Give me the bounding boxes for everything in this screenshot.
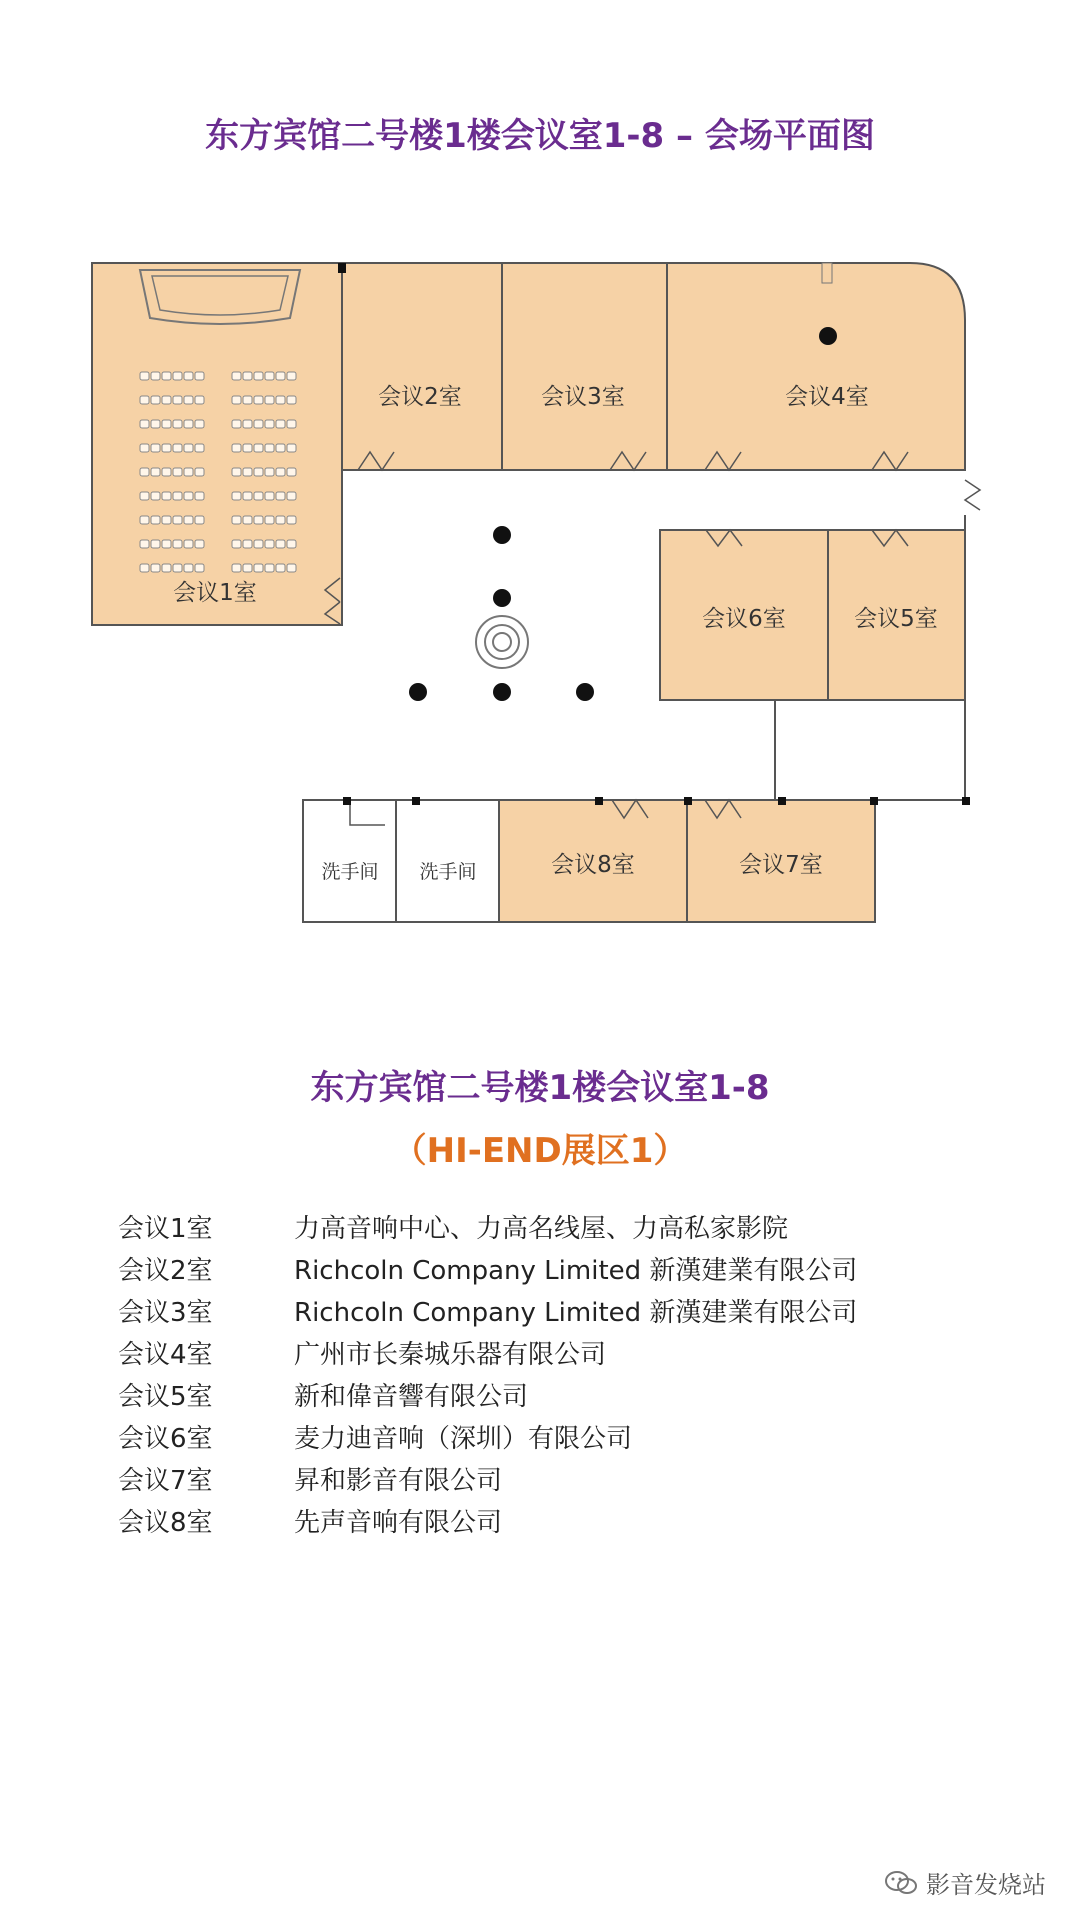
seat bbox=[184, 372, 193, 380]
seat bbox=[276, 540, 285, 548]
seat bbox=[151, 564, 160, 572]
seat bbox=[195, 396, 204, 404]
seat bbox=[151, 540, 160, 548]
seat bbox=[276, 372, 285, 380]
seat bbox=[287, 516, 296, 524]
list-exhibitor: 新和偉音響有限公司 bbox=[294, 1381, 529, 1412]
seat bbox=[162, 540, 171, 548]
seat bbox=[184, 540, 193, 548]
list-exhibitor: 昇和影音有限公司 bbox=[294, 1465, 503, 1496]
seat bbox=[195, 420, 204, 428]
seat bbox=[232, 540, 241, 548]
seat bbox=[265, 492, 274, 500]
list-item bbox=[118, 1457, 1018, 1499]
room-3[interactable] bbox=[502, 263, 667, 470]
washroom-2[interactable] bbox=[396, 800, 499, 922]
seat bbox=[195, 516, 204, 524]
room-8[interactable] bbox=[499, 800, 687, 922]
seat bbox=[265, 372, 274, 380]
seat bbox=[151, 492, 160, 500]
seat bbox=[140, 492, 149, 500]
room-6-label: 会议6室 bbox=[702, 606, 786, 632]
seat bbox=[184, 444, 193, 452]
seat bbox=[195, 564, 204, 572]
seat bbox=[162, 492, 171, 500]
room-1-label: 会议1室 bbox=[173, 580, 257, 606]
seat bbox=[243, 420, 252, 428]
list-item bbox=[118, 1289, 1018, 1331]
seat bbox=[276, 468, 285, 476]
list-room: 会议4室 bbox=[118, 1339, 213, 1370]
seat bbox=[173, 372, 182, 380]
seat bbox=[140, 540, 149, 548]
washroom-2-label: 洗手间 bbox=[419, 861, 477, 883]
room-4-label: 会议4室 bbox=[785, 384, 869, 410]
seat bbox=[265, 540, 274, 548]
list-room: 会议1室 bbox=[118, 1213, 213, 1244]
list-exhibitor: 先声音响有限公司 bbox=[294, 1507, 503, 1538]
seat bbox=[195, 468, 204, 476]
seat bbox=[276, 492, 285, 500]
list-exhibitor: Richcoln Company Limited 新漢建業有限公司 bbox=[294, 1255, 858, 1286]
room-6[interactable] bbox=[660, 530, 828, 700]
list-exhibitor: 力高音响中心、力高名线屋、力高私家影院 bbox=[294, 1213, 789, 1244]
room-7-label: 会议7室 bbox=[739, 852, 823, 878]
seat bbox=[243, 444, 252, 452]
exhibitor-list-title: 东方宾馆二号楼1楼会议室1-8 bbox=[310, 1068, 770, 1108]
seat bbox=[162, 420, 171, 428]
seat bbox=[254, 396, 263, 404]
seat bbox=[254, 444, 263, 452]
seat bbox=[195, 492, 204, 500]
list-item bbox=[118, 1331, 1018, 1373]
list-item bbox=[118, 1247, 1018, 1289]
seat bbox=[195, 540, 204, 548]
seat bbox=[151, 516, 160, 524]
list-exhibitor: 广州市长秦城乐器有限公司 bbox=[294, 1339, 607, 1370]
seat bbox=[276, 396, 285, 404]
seat bbox=[243, 372, 252, 380]
floor-plan bbox=[0, 0, 1080, 940]
seat bbox=[232, 516, 241, 524]
seat bbox=[232, 420, 241, 428]
seat bbox=[265, 564, 274, 572]
list-item bbox=[118, 1205, 1018, 1247]
seat bbox=[173, 444, 182, 452]
seat bbox=[140, 420, 149, 428]
seat bbox=[151, 468, 160, 476]
room-2-label: 会议2室 bbox=[378, 384, 462, 410]
seat bbox=[243, 516, 252, 524]
seat bbox=[140, 396, 149, 404]
seat bbox=[195, 444, 204, 452]
seat bbox=[173, 396, 182, 404]
list-item bbox=[118, 1415, 1018, 1457]
seat bbox=[265, 444, 274, 452]
list-room: 会议5室 bbox=[118, 1381, 213, 1412]
seat bbox=[287, 540, 296, 548]
seat bbox=[287, 444, 296, 452]
seat bbox=[173, 540, 182, 548]
seat bbox=[287, 564, 296, 572]
room-7[interactable] bbox=[687, 800, 875, 922]
list-item bbox=[118, 1499, 1018, 1541]
seat bbox=[232, 372, 241, 380]
room-4[interactable] bbox=[667, 263, 965, 470]
seat bbox=[173, 564, 182, 572]
washroom-1[interactable] bbox=[303, 800, 396, 922]
seat bbox=[232, 564, 241, 572]
seat bbox=[140, 468, 149, 476]
seat bbox=[243, 564, 252, 572]
list-exhibitor: Richcoln Company Limited 新漢建業有限公司 bbox=[294, 1297, 858, 1328]
seat bbox=[184, 516, 193, 524]
seat bbox=[287, 396, 296, 404]
seat bbox=[184, 564, 193, 572]
list-exhibitor: 麦力迪音响（深圳）有限公司 bbox=[294, 1423, 633, 1454]
seat bbox=[276, 564, 285, 572]
seat bbox=[265, 396, 274, 404]
seat bbox=[195, 372, 204, 380]
exhibitor-list bbox=[118, 1205, 1018, 1541]
seat bbox=[151, 444, 160, 452]
seat bbox=[140, 372, 149, 380]
wechat-icon bbox=[884, 1870, 918, 1896]
seat bbox=[162, 396, 171, 404]
list-room: 会议2室 bbox=[118, 1255, 213, 1286]
seat bbox=[173, 468, 182, 476]
seat bbox=[265, 468, 274, 476]
seat bbox=[243, 540, 252, 548]
list-room: 会议8室 bbox=[118, 1507, 213, 1538]
seat bbox=[276, 444, 285, 452]
seat bbox=[140, 444, 149, 452]
list-room: 会议7室 bbox=[118, 1465, 213, 1496]
room-5-label: 会议5室 bbox=[854, 606, 938, 632]
watermark bbox=[884, 1865, 1046, 1900]
seat bbox=[254, 516, 263, 524]
seat bbox=[276, 516, 285, 524]
seat bbox=[287, 372, 296, 380]
seat bbox=[162, 444, 171, 452]
seat bbox=[265, 516, 274, 524]
seat bbox=[151, 420, 160, 428]
exhibitor-list-subtitle: （HI-END展区1） bbox=[392, 1131, 688, 1171]
seat bbox=[173, 492, 182, 500]
room-8-label: 会议8室 bbox=[551, 852, 635, 878]
seat bbox=[254, 372, 263, 380]
seat bbox=[287, 468, 296, 476]
seat bbox=[173, 516, 182, 524]
seat bbox=[232, 468, 241, 476]
seat bbox=[287, 420, 296, 428]
list-room: 会议6室 bbox=[118, 1423, 213, 1454]
seat bbox=[254, 420, 263, 428]
seat bbox=[162, 372, 171, 380]
seat bbox=[287, 492, 296, 500]
seat bbox=[243, 396, 252, 404]
seat bbox=[173, 420, 182, 428]
seat bbox=[254, 492, 263, 500]
list-room: 会议3室 bbox=[118, 1297, 213, 1328]
seat bbox=[254, 468, 263, 476]
seat bbox=[265, 420, 274, 428]
list-item bbox=[118, 1373, 1018, 1415]
washroom-1-label: 洗手间 bbox=[321, 861, 379, 883]
seat bbox=[254, 540, 263, 548]
seat bbox=[243, 492, 252, 500]
room-2[interactable] bbox=[342, 263, 502, 470]
seat bbox=[184, 492, 193, 500]
seat bbox=[232, 396, 241, 404]
seat bbox=[162, 468, 171, 476]
seat bbox=[151, 372, 160, 380]
seat bbox=[243, 468, 252, 476]
watermark-text: 影音发烧站 bbox=[926, 1871, 1046, 1899]
seat bbox=[184, 396, 193, 404]
room-5[interactable] bbox=[828, 530, 965, 700]
seat bbox=[140, 516, 149, 524]
room-1[interactable] bbox=[92, 263, 342, 625]
seat bbox=[276, 420, 285, 428]
seat bbox=[232, 444, 241, 452]
seat bbox=[162, 564, 171, 572]
seat bbox=[184, 468, 193, 476]
seat bbox=[162, 516, 171, 524]
seat bbox=[151, 396, 160, 404]
seat bbox=[254, 564, 263, 572]
seat bbox=[140, 564, 149, 572]
seat bbox=[232, 492, 241, 500]
seat bbox=[184, 420, 193, 428]
room-3-label: 会议3室 bbox=[541, 384, 625, 410]
map-title: 东方宾馆二号楼1楼会议室1-8 – 会场平面图 bbox=[205, 116, 875, 156]
